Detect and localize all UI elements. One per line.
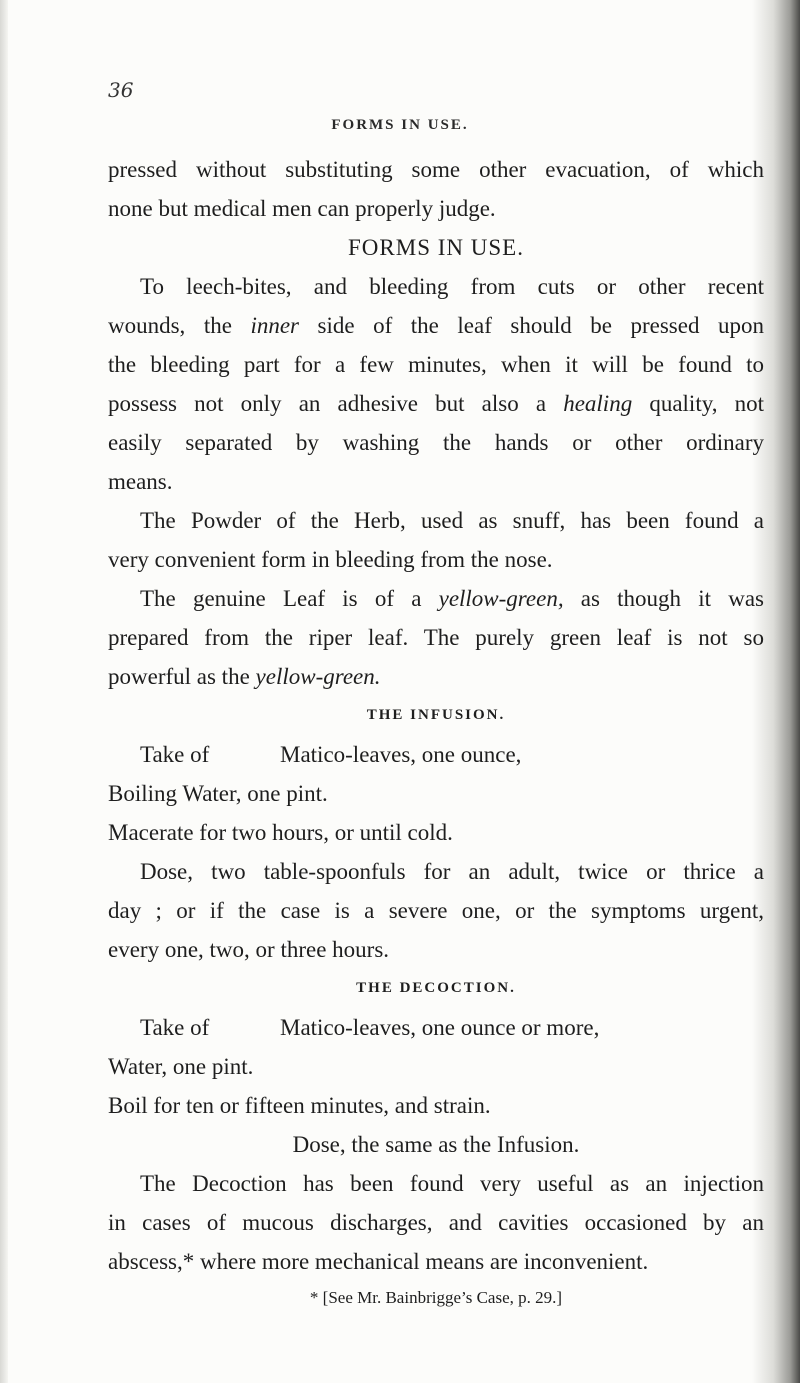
body-line: none but medical men can properly judge. [108,196,496,221]
ingredient: Water, one pint. [108,1054,254,1079]
text-run: powerful as the [108,664,256,689]
take-label: Take of [140,1015,210,1040]
footnote: * [See Mr. Bainbrigge’s Case, p. 29.] [309,1288,563,1307]
body-line: every one, two, or three hours. [108,937,390,962]
body-line: very convenient form in bleeding from the nose. [108,547,553,572]
dose-line: Dose, the same as the Infusion. [292,1132,580,1157]
body-line: in cases of mucous discharges, and cavities occasioned by an [108,1210,764,1235]
text-run: side of the leaf should be pressed upon [299,313,764,338]
ingredient: Matico-leaves, one ounce or more, [280,1015,600,1040]
body-line: Dose, two table-spoonfuls for an adult, twice or thrice a [140,859,764,884]
body-line: The Powder of the Herb, used as snuff, has been found a [140,508,764,533]
text-run: as though it was [563,586,764,611]
section-heading: FORMS IN USE. [348,235,524,260]
emphasis: yellow-green. [255,664,381,689]
text-run: quality, not [632,391,764,416]
body-line: day ; or if the case is a severe one, or the symptoms urgent, [108,898,764,923]
emphasis: healing [563,391,633,416]
text-run: The genuine Leaf is of a [140,586,439,611]
ingredient: Boiling Water, one pint. [108,781,328,806]
decoction-heading: THE DECOCTION. [356,980,516,996]
recipe-line [108,1008,764,1047]
body-line: abscess,* where more mechanical means are inconvenient. [108,1249,649,1274]
ingredient: Matico-leaves, one ounce, [280,742,522,767]
take-label: Take of [140,742,210,767]
page-body [108,150,764,1313]
body-line [108,306,764,345]
body-line [108,657,764,696]
body-line: Boil for ten or fifteen minutes, and strain. [108,1093,491,1118]
body-line [108,579,764,618]
body-line: the bleeding part for a few minutes, when it will be found to [108,352,764,377]
body-line: The Decoction has been found very useful as an injection [140,1171,764,1196]
body-line: To leech-bites, and bleeding from cuts or other recent [140,274,764,299]
emphasis: inner [250,313,300,338]
body-line: easily separated by washing the hands or other ordinary [108,430,764,455]
recipe-line [108,735,764,774]
infusion-heading: THE INFUSION. [366,707,506,723]
body-line: pressed without substituting some other evacuation, of which [108,157,764,182]
page-number: 36 [108,78,134,102]
text-run: wounds, the [108,313,251,338]
body-line [108,384,764,423]
page-edge-left [0,0,8,1383]
running-head: FORMS IN USE. [331,117,469,133]
emphasis: yellow-green, [438,586,564,611]
body-line: means. [108,469,173,494]
body-line: Macerate for two hours, or until cold. [108,820,453,845]
body-line: prepared from the riper leaf. The purely green leaf is not so [108,625,764,650]
text-run: possess not only an adhesive but also a [108,391,564,416]
